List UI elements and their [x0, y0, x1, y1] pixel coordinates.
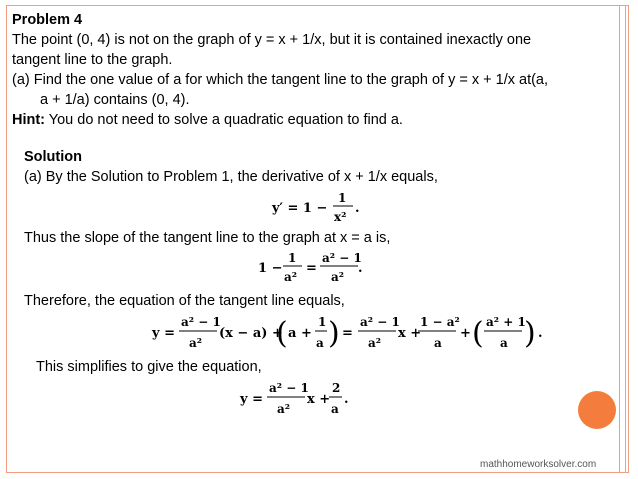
svg-text:.: .: [355, 201, 360, 216]
simplified-equation: [238, 380, 368, 420]
svg-text:x²: x²: [334, 210, 347, 224]
solution-title: Solution: [24, 149, 82, 165]
derivative-equation: [270, 190, 370, 224]
svg-text:a: a: [331, 402, 339, 416]
svg-text:): ): [524, 316, 536, 351]
solution-line-1: (a) By the Solution to Problem 1, the derivative of x + 1/x equals,: [24, 169, 438, 185]
problem-line-1: The point (0, 4) is not on the graph of y = x + 1/x, but it is contained inexactly one: [12, 32, 532, 48]
svg-text:=: =: [342, 326, 353, 341]
right-border-line-2: [625, 5, 626, 473]
svg-text:a² + 1: a² + 1: [486, 315, 526, 329]
svg-text:a: a: [500, 336, 508, 350]
svg-text:a² − 1: a² − 1: [322, 251, 362, 265]
svg-text:1 −: 1 −: [258, 261, 283, 276]
solution-line-2: Thus the slope of the tangent line to the graph at x = a is,: [24, 230, 391, 246]
hint-label: Hint:: [12, 112, 46, 128]
svg-text:a²: a²: [189, 336, 203, 350]
svg-text:a²: a²: [284, 270, 298, 284]
svg-text:(: (: [276, 316, 288, 351]
right-border-line: [619, 5, 620, 473]
svg-text:(x − a) +: (x − a) +: [219, 326, 283, 341]
solution-line-4: This simplifies to give the equation,: [36, 359, 262, 375]
hint-line: [12, 111, 403, 129]
svg-text:a²: a²: [368, 336, 382, 350]
orange-circle-decoration: [578, 391, 616, 429]
footer-source: mathhomeworksolver.com: [480, 459, 597, 470]
svg-text:.: .: [358, 261, 363, 276]
problem-title: Problem 4: [12, 12, 83, 28]
svg-text:a: a: [316, 336, 324, 350]
hint-text: You do not need to solve a quadratic equation to find a.: [45, 112, 403, 128]
svg-text:y′ = 1 −: y′ = 1 −: [272, 201, 328, 216]
svg-text:a²: a²: [331, 270, 345, 284]
svg-text:=: =: [306, 261, 317, 276]
tangent-line-equation: [150, 312, 550, 356]
svg-text:x +: x +: [398, 326, 422, 341]
svg-text:a² − 1: a² − 1: [360, 315, 400, 329]
problem-line-3: (a) Find the one value of a for which the tangent line to the graph of y = x + 1/x at(a,: [12, 72, 549, 88]
svg-text:1 − a²: 1 − a²: [420, 315, 460, 329]
svg-text:y =: y =: [152, 326, 175, 341]
svg-text:a +: a +: [288, 326, 312, 341]
svg-text:1: 1: [288, 251, 297, 265]
svg-text:a² − 1: a² − 1: [181, 315, 221, 329]
svg-text:): ): [328, 316, 340, 351]
svg-text:y =: y =: [240, 392, 263, 407]
svg-text:+: +: [460, 326, 471, 341]
svg-text:1: 1: [318, 315, 327, 329]
svg-text:1: 1: [338, 191, 347, 205]
svg-text:.: .: [344, 392, 349, 407]
slope-equation: [256, 250, 366, 286]
svg-text:a: a: [434, 336, 442, 350]
solution-line-3: Therefore, the equation of the tangent line equals,: [24, 293, 345, 309]
problem-line-4: a + 1/a) contains (0, 4).: [40, 92, 190, 108]
svg-text:2: 2: [332, 381, 341, 395]
svg-text:x +: x +: [307, 392, 331, 407]
svg-text:.: .: [538, 326, 543, 341]
svg-text:a²: a²: [277, 402, 291, 416]
svg-text:(: (: [472, 316, 484, 351]
problem-line-2: tangent line to the graph.: [12, 52, 173, 68]
svg-text:a² − 1: a² − 1: [269, 381, 309, 395]
